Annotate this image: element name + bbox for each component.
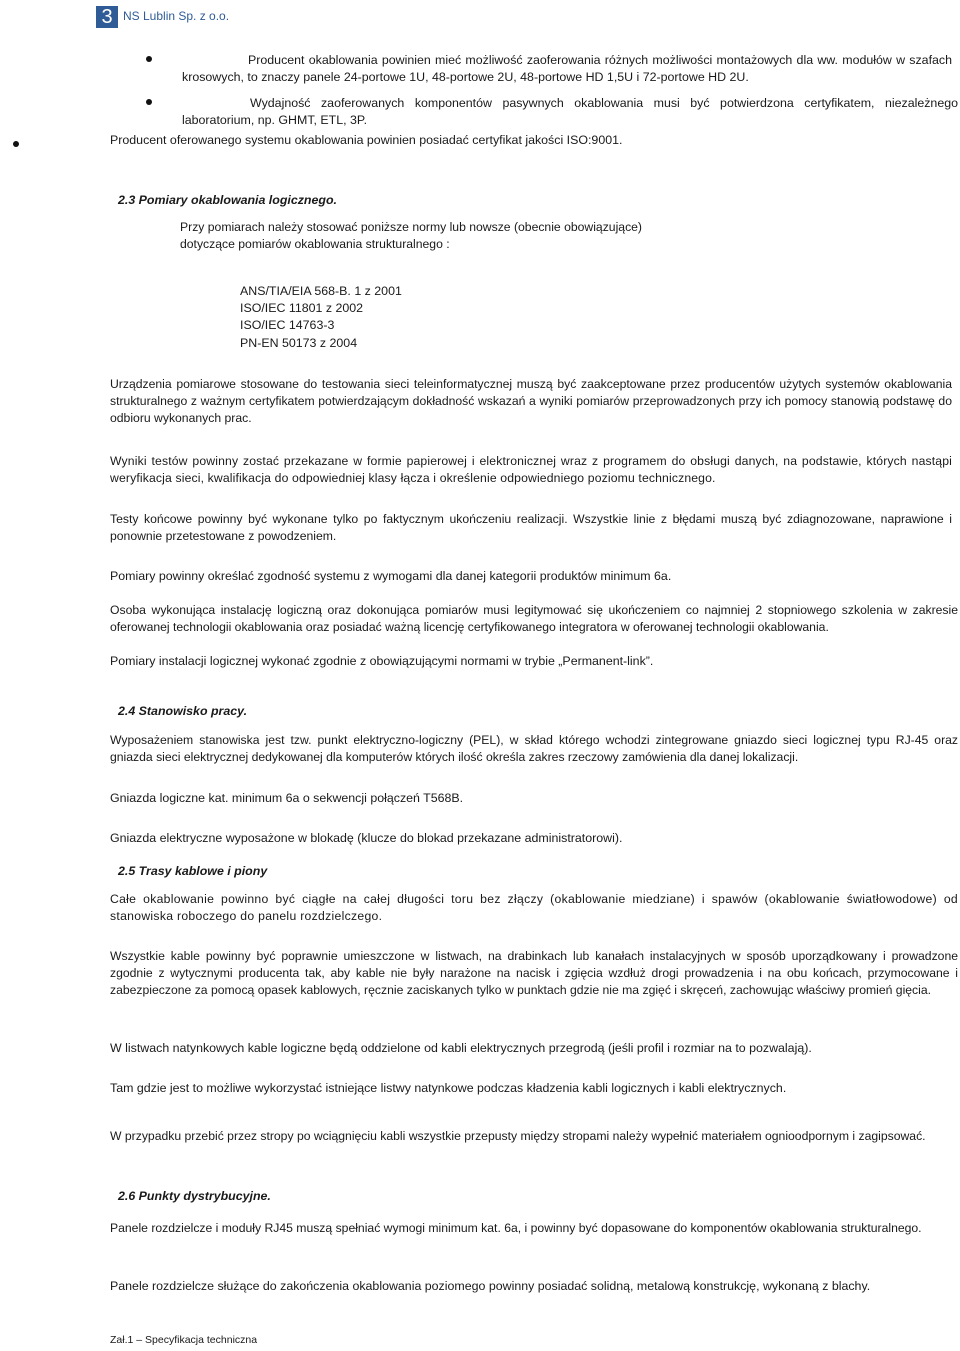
company-name: NS Lublin Sp. z o.o. [123,9,230,23]
paragraph-test-results: Wyniki testów powinny zostać przekazane w formie papierowej i elektronicznej wraz z programem do obsługi danych, na podstawie, których nastąpi weryfikacja sieci, kwalifikacja do odpowiedniej klasy łącza i określenie odpowiedniego poziomu technicznego. [110,454,952,485]
bullet-dot [146,56,152,62]
bullet-item-performance: Wydajność zaoferowanych komponentów pasywnych okablowania musi być potwierdzona certyfikatem, niezależnego laboratorium, np. GHMT, ETL, 3P. [182,96,958,127]
page-header [0,0,960,32]
paragraph-patch-panels: Panele rozdzielcze i moduły RJ45 muszą spełniać wymogi minimum kat. 6a, i powinny być dopasowane do komponentów okablowania strukturalnego. [110,1221,922,1235]
bullet-dot [13,141,19,147]
bullet-dot [146,99,152,105]
paragraph-measuring-devices: Urządzenia pomiarowe stosowane do testowania sieci teleinformatycznej muszą być zaakceptowane przez producentów użytych systemów okablowania strukturalnego z ważnym certyfikatem potwierdzającym dokładność wskazań a wyniki pomiarów przeprowadzonych przy ich pomocy stanowią podstawę do odbioru wykonanych prac. [110,377,952,425]
section-heading-2-5: 2.5 Trasy kablowe i piony [118,864,268,878]
paragraph-fire-stopping: W przypadku przebić przez stropy po wciągnięciu kabli wszystkie przepusty między stropami należy wypełnić materiałem ognioodpornym i zagipsować. [110,1129,926,1143]
standard-item: PN-EN 50173 z 2004 [240,336,358,350]
paragraph-cable-routing: Wszystkie kable powinny być poprawnie umieszczone w listwach, na drabinkach lub kanałach instalacyjnych w sposób uporządkowany i prowadzone zgodnie z wytycznymi producenta tak, aby kable nie były narażone na nacisk i zgięcia wzdłuż drogi prowadzenia i na obu końcach, przymocowane i zabezpieczone za pomocą opasek kablowych, ręcznie zaciskanych tylko w punktach gdzie nie ma zgięć i skręceń, zachowując właściwy promień gięcia. [110,949,958,997]
paragraph-surface-ducts: W listwach natynkowych kable logiczne będą oddzielone od kabli elektrycznych przegrodą (jeśli profil i rozmiar na to pozwalają). [110,1041,812,1055]
standard-item: ANS/TIA/EIA 568-B. 1 z 2001 [240,284,402,298]
paragraph-continuous-cabling: Całe okablowanie powinno być ciągłe na całej długości toru bez złączy (okablowanie miedziane) i spawów (okablowanie światłowodowe) od stanowiska roboczego do panelu rozdzielczego. [110,892,958,923]
bullet-item-mounting: Producent okablowania powinien mieć możliwość zaoferowania różnych możliwości montażowych dla ww. modułów w szafach krosowych, to znaczy panele 24-portowe 1U, 48-portowe 2U, 48-portowe HD 1,5U i 72-portowe HD 2U. [182,53,952,84]
page-number-badge: 3 [96,6,118,28]
paragraph-workstation: Wyposażeniem stanowiska jest tzw. punkt elektryczno-logiczny (PEL), w skład którego wchodzi zintegrowane gniazdo sieci logicznej typu RJ-45 oraz gniazda sieci elektrycznej dedykowanej dla komputerów których ilość określa zakres rzeczowy zamówienia dla danej lokalizacji. [110,733,958,764]
standard-item: ISO/IEC 14763-3 [240,318,335,332]
paragraph-panel-construction: Panele rozdzielcze służące do zakończenia okablowania poziomego powinny posiadać solidną, metalową konstrukcję, wykonaną z blachy. [110,1279,871,1293]
paragraph-installer: Osoba wykonująca instalację logiczną oraz dokonująca pomiarów musi legitymować się ukończeniem co najmniej 2 stopniowego szkolenia w zakresie oferowanej technologii okablowania oraz posiadać ważną licencję certyfikowanego integratora w oferowanej technologii okablowania. [110,603,958,634]
paragraph-permanent-link: Pomiary instalacji logicznej wykonać zgodnie z obowiązującymi normami w trybie „Permanent-link”. [110,654,654,668]
standard-item: ISO/IEC 11801 z 2002 [240,301,364,315]
page-footer: Zał.1 – Specyfikacja techniczna [110,1334,258,1346]
section-heading-2-6: 2.6 Punkty dystrybucyjne. [118,1189,271,1203]
bullet-item-iso: Producent oferowanego systemu okablowania powinien posiadać certyfikat jakości ISO:9001. [110,133,623,147]
section-heading-2-3: 2.3 Pomiary okablowania logicznego. [118,193,337,207]
section-2-3-intro: Przy pomiarach należy stosować poniższe normy lub nowsze (obecnie obowiązujące) dotyczące pomiarów okablowania strukturalnego : [180,220,642,251]
paragraph-existing-ducts: Tam gdzie jest to możliwe wykorzystać istniejące listwy natynkowe podczas kładzenia kabli logicznych i kabli elektrycznych. [110,1081,787,1095]
paragraph-logical-sockets: Gniazda logiczne kat. minimum 6a o sekwencji połączeń T568B. [110,791,464,805]
paragraph-category: Pomiary powinny określać zgodność systemu z wymogami dla danej kategorii produktów minimum 6a. [110,569,672,583]
paragraph-final-tests: Testy końcowe powinny być wykonane tylko po faktycznym ukończeniu realizacji. Wszystkie linie z błędami muszą być zdiagnozowane, naprawione i ponownie przetestowane z powodzeniem. [110,512,952,543]
paragraph-electrical-sockets: Gniazda elektryczne wyposażone w blokadę (klucze do blokad przekazane administratorowi). [110,831,623,845]
section-heading-2-4: 2.4 Stanowisko pracy. [118,704,248,718]
